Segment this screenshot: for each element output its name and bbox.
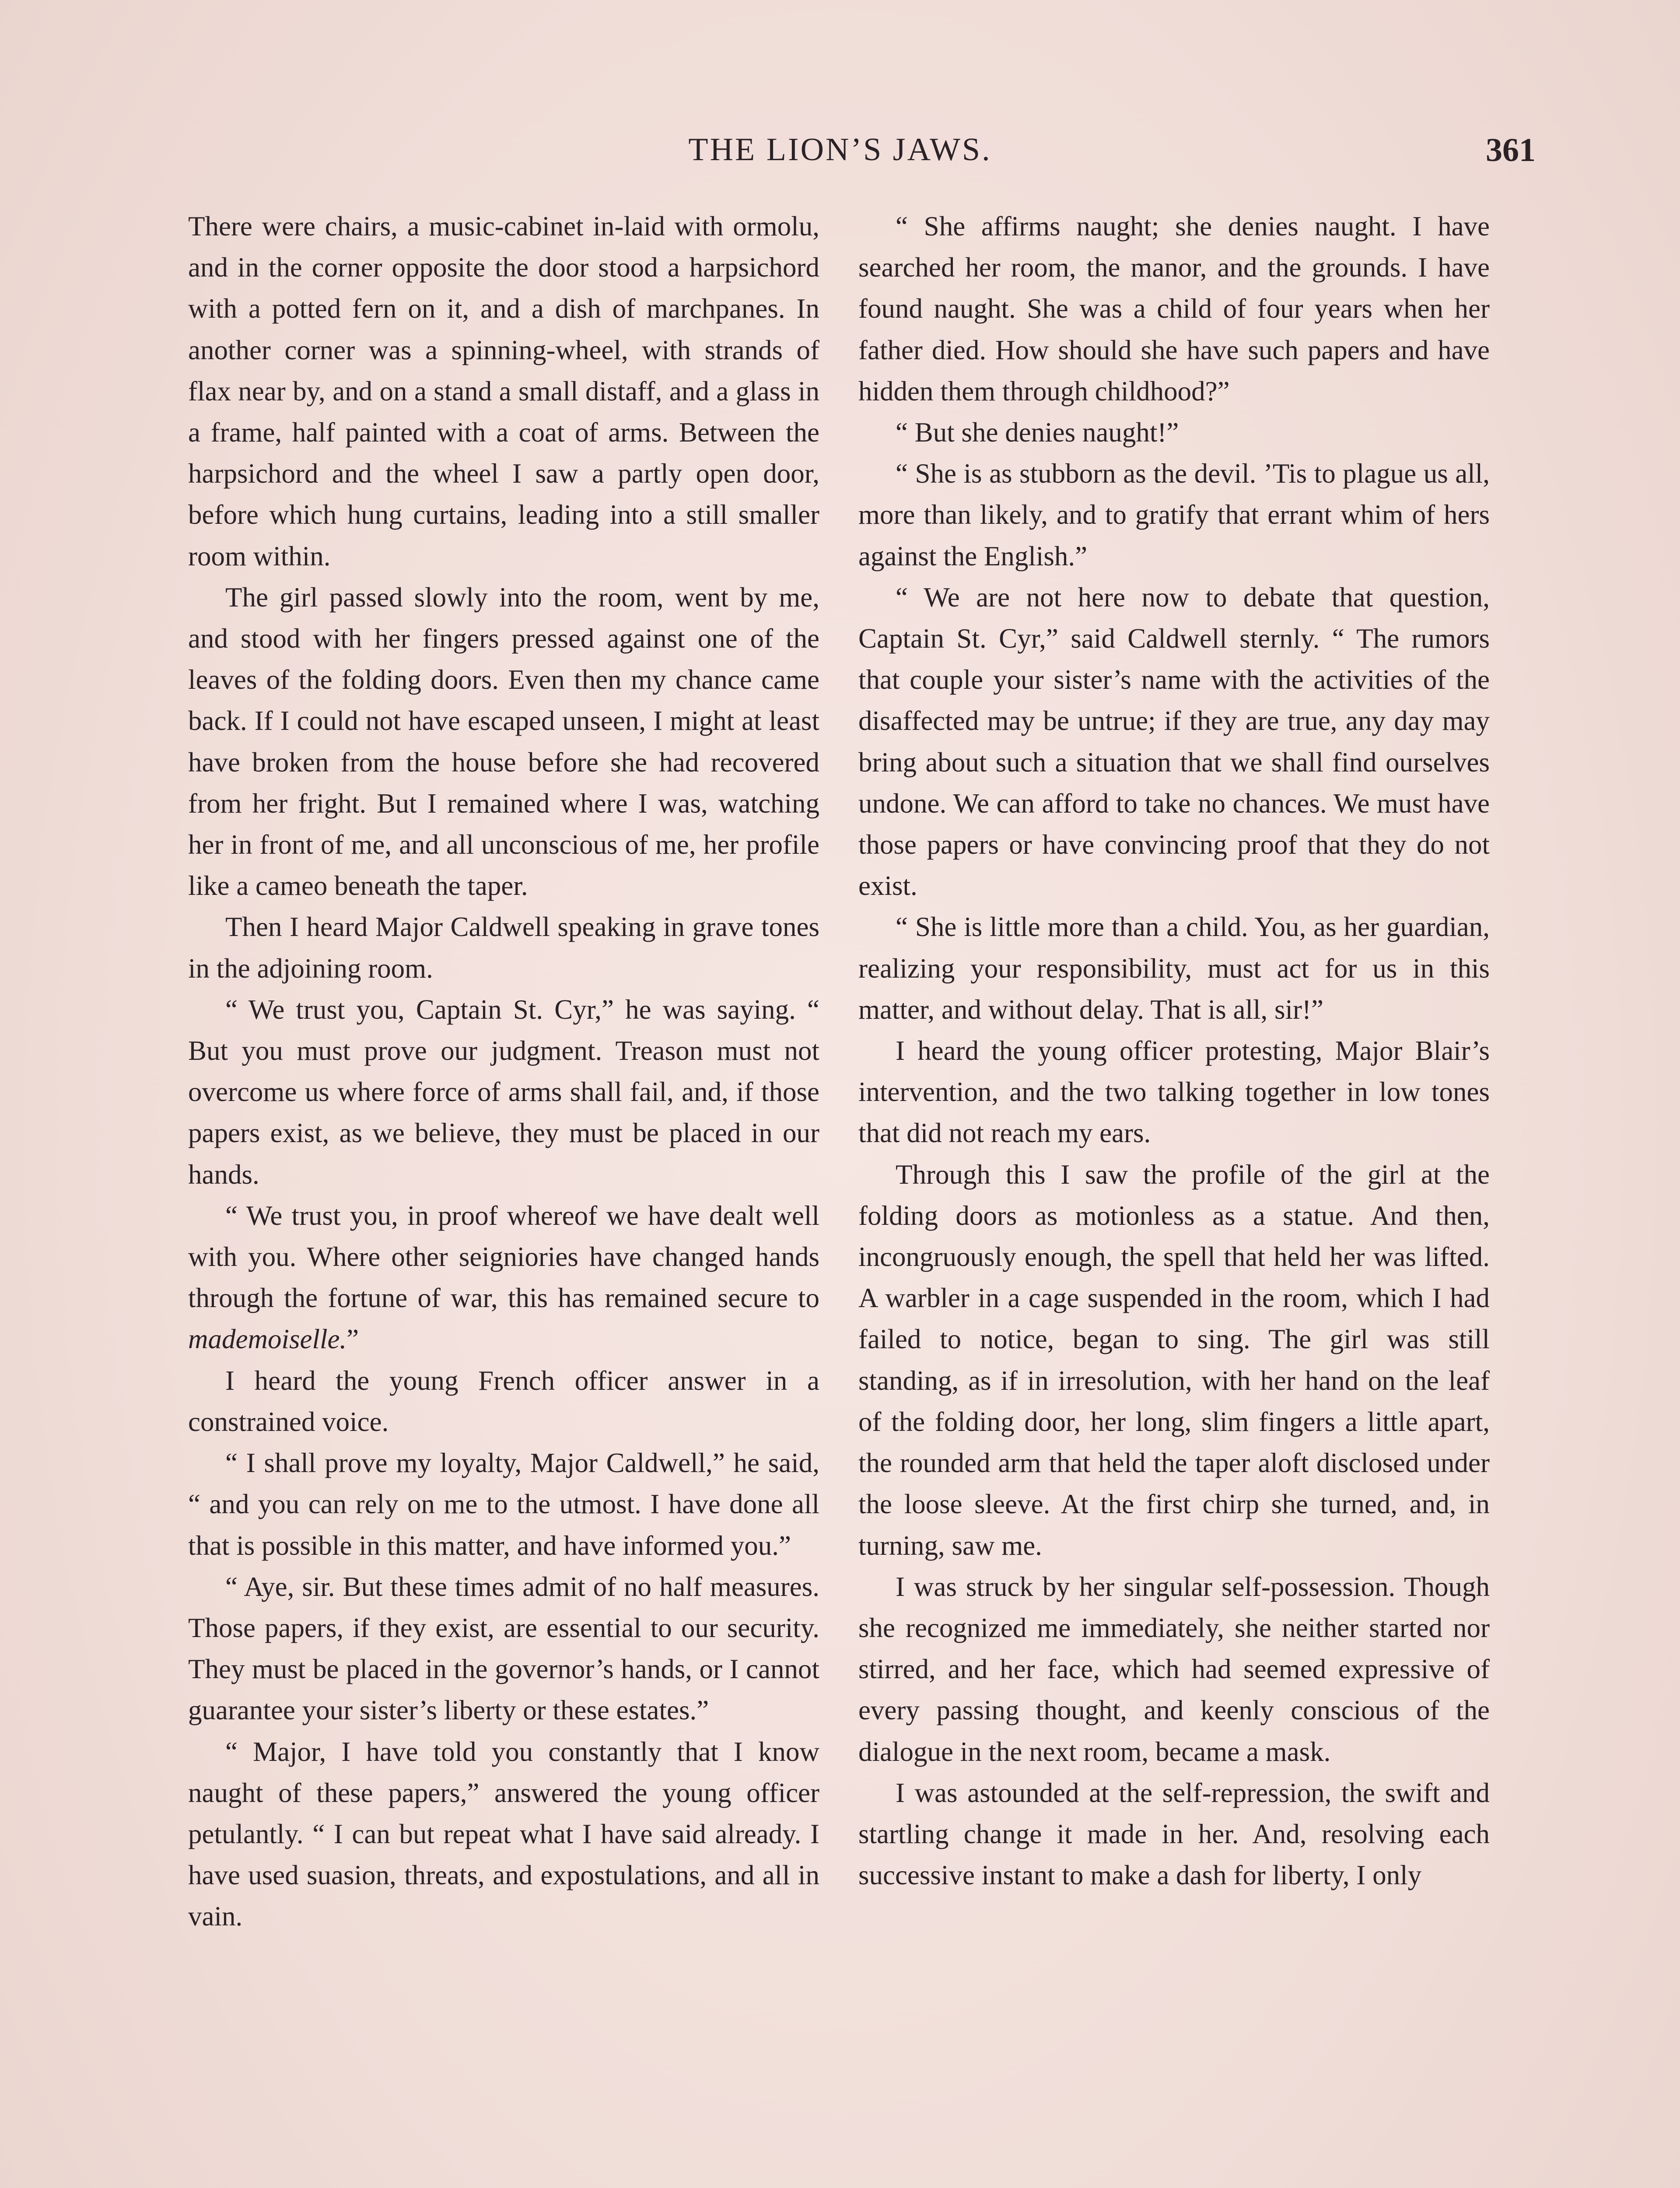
running-title: THE LION’S JAWS. [688,132,992,168]
right-column [858,206,1490,1896]
paragraph: “ I shall prove my loyalty, Major Caldwell,” he said, “ and you can rely on me to the utmost. I have done all that is possible in this matter, and have informed you.” [188,1448,819,1561]
paragraph: I was struck by her singular self-possession. Though she recognized me immediately, she neither started nor stirred, and her face, which had seemed expressive of every passing thought, and keenly conscious of the dialogue in the next room, became a mask. [858,1571,1490,1767]
paragraph: “ We trust you, Captain St. Cyr,” he was saying. “ But you must prove our judgment. Treason must not overcome us where force of arms shall fail, and, if those papers exist, as we believe, they must be placed in our hands. [188,994,819,1190]
paragraph: “ Major, I have told you constantly that I know naught of these papers,” answered the young officer petulantly. “ I can but repeat what I have said already. I have used suasion, threats, and expostulations, and all in vain. [188,1736,819,1932]
paragraph: “ We are not here now to debate that question, Captain St. Cyr,” said Caldwell sternly. “ The rumors that couple your sister’s name with the activities of the disaffected may be untrue; if they are true, any day may bring about such a situation that we shall find ourselves undone. We can afford to take no chances. We must have those papers or have convincing proof that they do not exist. [858,582,1490,901]
paragraph: I was astounded at the self-repression, the swift and startling change it made in her. And, resolving each successive instant to make a dash for liberty, I only [858,1777,1490,1891]
italic-word: mademoiselle. [188,1324,347,1355]
paragraph: The girl passed slowly into the room, went by me, and stood with her fingers pressed against one of the leaves of the folding doors. Even then my chance came back. If I could not have escaped unseen, I might at least have broken from the house before she had recovered from her fright. But I remained where I was, watching her in front of me, and all unconscious of me, her profile like a cameo beneath the taper. [188,582,819,901]
paragraph: “ She affirms naught; she denies naught. I have searched her room, the manor, and the grounds. I have found naught. She was a child of four years when her father died. How should she have such papers and have hidden them through childhood?” [858,211,1490,407]
paragraph: Through this I saw the profile of the girl at the folding doors as motionless as a statue. And then, incongruously enough, the spell that held her was lifted. A warbler in a cage suspended in the room, which I had failed to notice, began to sing. The girl was still standing, as if in irresolution, with her hand on the leaf of the folding door, her long, slim fingers a little apart, the rounded arm that held the taper aloft disclosed under the loose sleeve. At the first chirp she turned, and, in turning, saw me. [858,1159,1490,1561]
paragraph: “ But she denies naught!” [896,417,1179,448]
paragraph-with-italic [188,1195,819,1360]
paragraph: “ She is as stubborn as the devil. ’Tis to plague us all, more than likely, and to gratify that errant whim of hers against the English.” [858,458,1490,572]
paragraph: I heard the young French officer answer in a constrained voice. [188,1365,819,1437]
paragraph: “ She is little more than a child. You, as her guardian, realizing your responsibility, must act for us in this matter, and without delay. That is all, sir!” [858,912,1490,1025]
paragraph: “ Aye, sir. But these times admit of no half measures. Those papers, if they exist, are essential to our security. They must be placed in the governor’s hands, or I cannot guarantee your sister’s liberty or these estates.” [188,1571,819,1726]
paragraph: There were chairs, a music-cabinet in-laid with ormolu, and in the corner opposite the door stood a harpsichord with a potted fern on it, and a dish of marchpanes. In another corner was a spinning-wheel, with strands of flax near by, and on a stand a small distaff, and a glass in a frame, half painted with a coat of arms. Between the harpsichord and the wheel I saw a partly open door, before which hung curtains, leading into a still smaller room within. [188,211,819,572]
paragraph: I heard the young officer protesting, Major Blair’s intervention, and the two talking together in low tones that did not reach my ears. [858,1035,1490,1149]
left-column [188,206,819,1937]
running-head [0,131,1680,179]
page-number: 361 [1486,132,1536,168]
closing-quote: ” [346,1324,359,1355]
paragraph-text: “ We trust you, in proof whereof we have dealt well with you. Where other seigniories have changed hands through the fortune of war, this has remained secure to [188,1200,819,1314]
paragraph: Then I heard Major Caldwell speaking in grave tones in the adjoining room. [188,912,819,984]
